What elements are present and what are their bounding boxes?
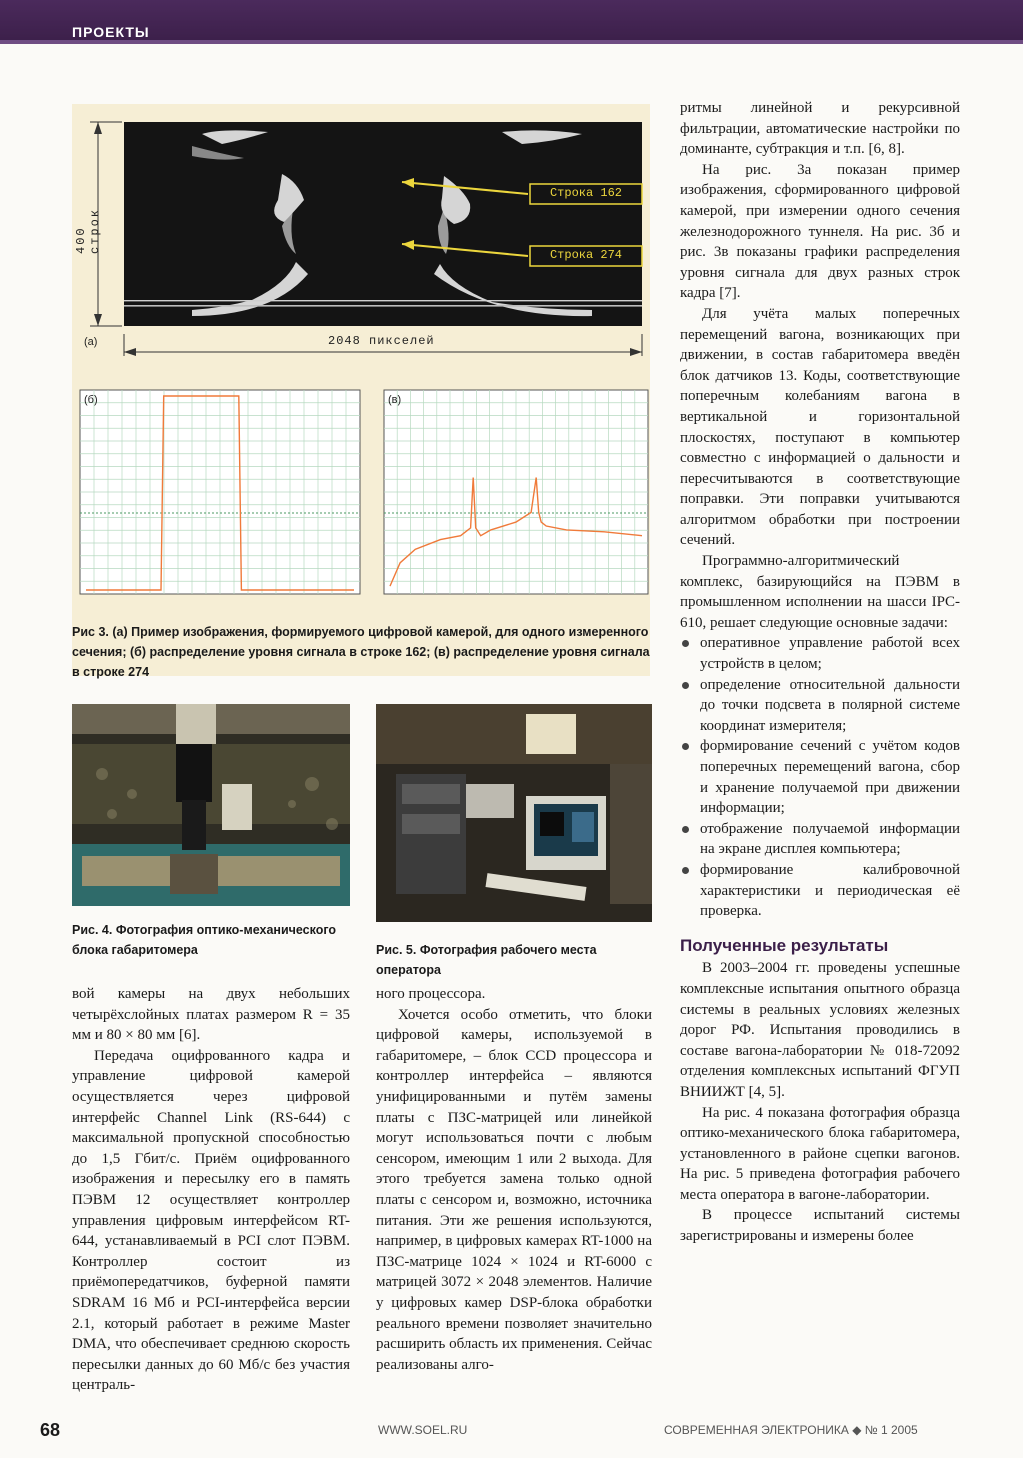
col1-paragraph-1: вой камеры на двух небольших четырёхслойных платах размером R = 35 мм и 80 × 80 мм [6]. — [72, 986, 350, 1044]
bullet-icon — [682, 682, 689, 689]
col2-paragraph-2: Хочется особо отметить, что блоки цифровой камеры, используемой в габаритомере, – блок CCD процессора и контроллер интерфейса – являются унифицированными и путём замены платы с ПЗС-матрицей или линейкой могут использоваться почти с любым сенсором, имеющим 1 или 2 выхода. Для этого требуется замена только одной платы с сенсором и, возможно, источника питания. Эти же решения используются, например, в цифровых камерах RT-1000 на ПЗС-матрице 1024 × 1024 и RT-6000 с матрицей 3072 × 2048 элементов. Наличие у цифровых камер DSP-блока обработки реального времени позволяет значительно расширить область их применения. Сейчас реализованы алго- — [376, 1006, 652, 1373]
bullet-icon — [682, 640, 689, 647]
list-item — [680, 819, 960, 860]
rows-label: 400 строк — [74, 207, 102, 254]
row-274-label: Строка 274 — [549, 248, 622, 262]
list-item — [680, 736, 960, 818]
list-item — [680, 860, 960, 922]
col2-paragraph-1: ного процессора. — [376, 986, 486, 1002]
column-2 — [376, 984, 652, 1375]
bullet-icon — [682, 743, 689, 750]
list-item-text: формирование калибровочной характеристики и периодическая её проверка. — [700, 861, 960, 920]
header-strip — [0, 40, 1023, 44]
list-item-text: формирование сечений с учётом кодов поперечных перемещений вагона, сбор и хранение получаемой при движении информации; — [700, 738, 960, 817]
list-item — [680, 675, 960, 737]
col3-paragraph-5: В 2003–2004 гг. проведены успешные комплексные испытания опытного образца системы в реальных условиях железных дорог РФ. Испытания проводились в составе вагона-лаборатории № 018-72092 отделения комплексных испытаний ФГУП ВНИИЖТ [4, 5]. — [680, 960, 960, 1100]
section-label: ПРОЕКТЫ — [72, 24, 150, 40]
list-item-text: определение относительной дальности до точки подсвета в полярной системе координат измерителя; — [700, 676, 960, 734]
figure-3-caption: Рис 3. (а) Пример изображения, формируемого цифровой камерой, для одного измеренного сечения; (б) распределение уровня сигнала в строке 162; (в) распределение уровня сигнала в строке 274 — [72, 625, 650, 679]
col3-paragraph-1: ритмы линейной и рекурсивной фильтрации, автоматические настройки по доминанте, субтракция и т.п. [6, 8]. — [680, 100, 960, 158]
figure-3 — [72, 104, 650, 679]
website: WWW.SOEL.RU — [378, 1423, 468, 1437]
figure-4-photo — [72, 704, 350, 906]
bullet-icon — [682, 867, 689, 874]
figure-4-caption: Рис. 4. Фотография оптико-механического блока габаритомера — [72, 923, 337, 957]
bullet-icon — [682, 826, 689, 833]
col3-paragraph-7: В процессе испытаний системы зарегистрированы и измерены более — [680, 1207, 960, 1245]
list-item-text: оперативное управление работой всех устройств в целом; — [700, 635, 960, 673]
column-3 — [680, 98, 960, 1247]
results-heading: Полученные результаты — [680, 935, 889, 955]
col3-paragraph-2: На рис. 3а показан пример изображения, сформированного цифровой камерой, при измерении одного сечения железнодорожного туннеля. На рис. 3б и рис. 3в показаны графики распределения уровня сигнала для двух разных строк кадра [7]. — [680, 161, 960, 302]
figure-5-caption: Рис. 5. Фотография рабочего места оператора — [376, 943, 597, 977]
list-item — [680, 633, 960, 674]
page-number: 68 — [40, 1420, 61, 1440]
panel-b-label: (б) — [84, 394, 98, 406]
col3-paragraph-3: Для учёта малых поперечных перемещений вагона, возникающих при движении, в состав габаритомера введён блок датчиков 13. Коды, соответствующие поперечным колебаниям вагона в вертикальной и горизонтальной плоскостях, поступают в компьютер совместно с информацией о дальности и пересчитываются в соответствующие поправки. Эти поправки учитываются алгоритмом обработки при построении сечений. — [680, 305, 960, 549]
header-bar — [0, 0, 1023, 44]
col3-paragraph-4: Программно-алгоритмический комплекс, базирующийся на ПЭВМ в промышленном исполнении на шасси IPC-610, решает следующие основные задачи: — [680, 553, 960, 631]
column-1 — [72, 984, 350, 1396]
list-item-text: отображение получаемой информации на экране дисплея компьютера; — [700, 820, 960, 858]
tasks-list — [680, 633, 960, 921]
panel-c-label: (в) — [388, 394, 402, 406]
magazine-title: СОВРЕМЕННАЯ ЭЛЕКТРОНИКА ◆ № 1 2005 — [664, 1423, 918, 1437]
col1-paragraph-2: Передача оцифрованного кадра и управление цифровой камерой осуществляется через цифровой интерфейс Channel Link (RS-644) с максимальной пропускной способностью до 1,5 Гбит/с. Приём оцифрованного изображения и пересылку его в память ПЭВМ 12 осуществляет контроллер управления цифровым интерфейсом RT-644, устанавливаемый в PCI слот ПЭВМ. Контроллер состоит из приёмопередатчиков, буферной памяти SDRAM 16 Мб и PCI-интерфейса версии 2.1, который работает в режиме Master DMA, что обеспечивает среднюю скорость пересылки данных до 60 Мб/с без участия централь- — [72, 1047, 350, 1394]
chart-c-frame — [384, 390, 648, 594]
chart-b-frame — [80, 390, 360, 594]
col3-paragraph-6: На рис. 4 показана фотография образца оптико-механического блока габаритомера, установленного в районе сцепки вагонов. На рис. 5 приведена фотография рабочего места оператора в вагоне-лаборатории. — [680, 1104, 960, 1203]
row-162-label: Строка 162 — [549, 186, 622, 200]
figure-5-photo — [376, 704, 652, 922]
pixels-label: 2048 пикселей — [322, 334, 441, 348]
camera-image — [124, 122, 642, 326]
panel-a-label: (а) — [84, 336, 98, 348]
